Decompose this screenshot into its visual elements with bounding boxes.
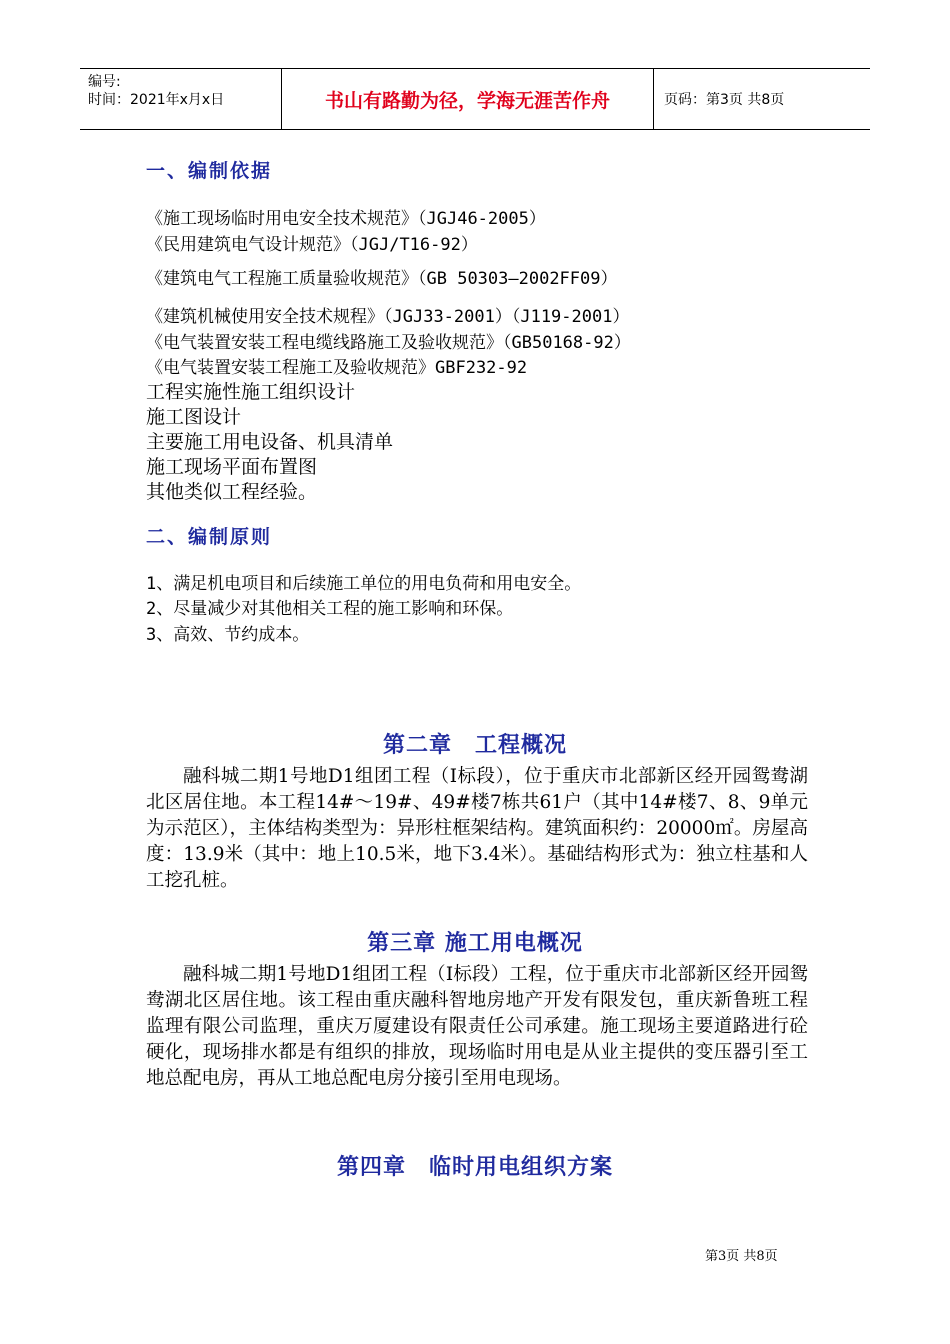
basis-item: 其他类似工程经验。	[146, 481, 318, 503]
section-title-basis: 一、编制依据	[146, 160, 273, 182]
section-title-principles: 二、编制原则	[146, 526, 273, 548]
basis-item: 主要施工用电设备、机具清单	[146, 431, 394, 453]
basis-item: 《施工现场临时用电安全技术规范》（JGJ46-2005）	[146, 209, 546, 229]
chapter-body-power-overview: 融科城二期1号地D1组团工程（Ⅰ标段）工程，位于重庆市北部新区经开园鸳鸯湖北区居住地。该工程由重庆融科智地房地产开发有限发包，重庆新鲁班工程监理有限公司监理，重庆万厦建设有限责任公司承建。施工现场主要道路进行砼硬化，现场排水都是有组织的排放，现场临时用电是从业主提供的变压器引至工地总配电房，再从工地总配电房分接引至用电现场。	[146, 964, 808, 1089]
principle-item: 3、高效、节约成本。	[146, 625, 310, 645]
chapter-title-power-plan: 第四章 临时用电组织方案	[336, 1155, 613, 1180]
basis-item: 工程实施性施工组织设计	[146, 381, 356, 403]
page-header	[80, 68, 870, 130]
page-footer: 第3页 共8页	[705, 1249, 778, 1264]
basis-item: 施工现场平面布置图	[146, 456, 318, 478]
time-label: 时间：2021年x月x日	[88, 92, 225, 108]
basis-item: 《民用建筑电气设计规范》（JGJ/T16-92）	[146, 235, 478, 255]
principle-item: 2、尽量减少对其他相关工程的施工影响和环保。	[146, 599, 514, 619]
principle-item: 1、满足机电项目和后续施工单位的用电负荷和用电安全。	[146, 574, 582, 594]
basis-item: 《电气装置安装工程施工及验收规范》GBF232-92	[146, 358, 528, 378]
chapter-title-overview: 第二章 工程概况	[382, 733, 567, 758]
basis-item: 《电气装置安装工程电缆线路施工及验收规范》（GB50168-92）	[146, 333, 631, 353]
chapter-title-power-overview: 第三章 施工用电概况	[367, 931, 583, 956]
basis-item: 施工图设计	[146, 406, 242, 428]
basis-item: 《建筑机械使用安全技术规程》（JGJ33-2001）（J119-2001）	[146, 307, 630, 327]
number-label: 编号:	[88, 74, 121, 90]
header-meta	[80, 69, 282, 129]
basis-item: 《建筑电气工程施工质量验收规范》（GB 50303—2002FF09）	[146, 269, 618, 289]
chapter-body-overview: 融科城二期1号地D1组团工程（Ⅰ标段），位于重庆市北部新区经开园鸳鸯湖北区居住地。本工程14#～19#、49#楼7栋共61户（其中14#楼7、8、9单元为示范区），主体结构类型为：异形柱框架结构。建筑面积约：20000㎡。房屋高度：13.9米（其中：地上10.5米，地下3.4米）。基础结构形式为：独立柱基和人工挖孔桩。	[146, 766, 808, 891]
header-page-info: 页码：第3页 共8页	[664, 92, 785, 108]
header-motto: 书山有路勤为径，学海无涯苦作舟	[282, 69, 654, 129]
